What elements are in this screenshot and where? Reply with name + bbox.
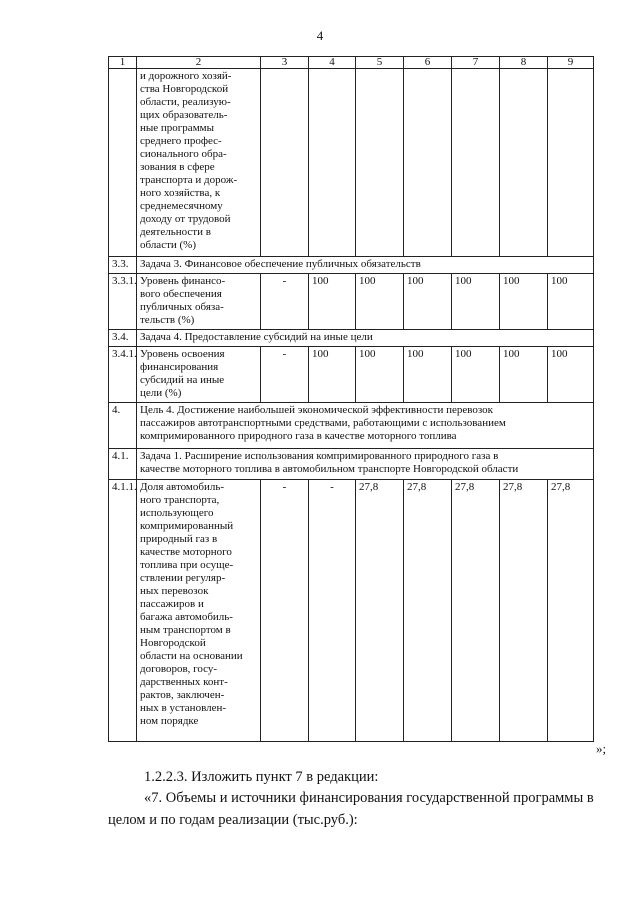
indicator-value: 100 [548,274,594,330]
column-header: 4 [309,57,356,69]
column-header: 2 [137,57,261,69]
table-row [109,449,594,480]
indicator-value: 100 [309,274,356,330]
indicator-value: 100 [500,347,548,403]
indicator-value: - [309,480,356,742]
table-row [109,69,594,257]
row-number: 3.3.1. [109,274,137,330]
indicator-value: 100 [548,347,594,403]
indicator-value: 27,8 [404,480,452,742]
indicator-value: - [261,480,309,742]
row-number: 4.1.1. [109,480,137,742]
column-header: 7 [452,57,500,69]
table-header-row [109,57,594,69]
indicator-value: 27,8 [452,480,500,742]
section-heading: Цель 4. Достижение наибольшей экономической эффективности перевозок пассажиров автотранспортными средствами, работающими с использованием компримированного природного газа в качестве моторного топлива [137,403,594,449]
indicator-value: - [261,347,309,403]
column-header: 5 [356,57,404,69]
indicator-name: Уровень финансо- вого обеспечения публичных обяза- тельств (%) [137,274,261,330]
indicator-value: 100 [500,274,548,330]
section-heading: Задача 4. Предоставление субсидий на иные цели [137,330,594,347]
indicator-value [500,69,548,257]
indicator-value [548,69,594,257]
row-number: 4. [109,403,137,449]
indicator-value: 100 [356,347,404,403]
column-header: 3 [261,57,309,69]
indicator-value: 27,8 [356,480,404,742]
indicator-value [356,69,404,257]
row-number: 3.4. [109,330,137,347]
row-number: 3.3. [109,257,137,274]
page-number: 4 [316,28,324,43]
indicator-value: 100 [404,274,452,330]
indicator-name: и дорожного хозяй- ства Новгородской области, реализую- щих образователь- ные программы среднего профес- сионального обра- зования в сфере транспорта и дорож- ного хозяйства, к среднемесячному доходу от трудовой деятельности в области (%) [137,69,261,257]
indicator-name: Уровень освоения финансирования субсидий на иные цели (%) [137,347,261,403]
section-heading: Задача 1. Расширение использования компримированного природного газа в качестве моторного топлива в автомобильном транспорте Новгородской области [137,449,594,480]
section-heading: Задача 3. Финансовое обеспечение публичных обязательств [137,257,594,274]
table-row [109,274,594,330]
indicators-table [108,56,594,742]
indicator-value: 100 [309,347,356,403]
indicator-value [404,69,452,257]
table-row [109,480,594,742]
column-header: 9 [548,57,594,69]
funding-paragraph: «7. Объемы и источники финансирования государственной программы в целом и по годам реализации (тыс.руб.): [108,790,594,828]
table-row [109,257,594,274]
indicator-value [309,69,356,257]
indicator-value: - [261,274,309,330]
indicator-value: 27,8 [500,480,548,742]
row-number: 3.4.1. [109,347,137,403]
column-header: 8 [500,57,548,69]
column-header: 6 [404,57,452,69]
table-row [109,330,594,347]
indicator-name: Доля автомобиль- ного транспорта, использующего компримированный природный газ в качестве моторного топлива при осуще- ствлении регуляр- ных перевозок пассажиров и багажа автомобиль- ным транспортом в Новгородской области на основании договоров, госу- дарственных конт- рактов, заключен- ных в установлен- ном порядке [137,480,261,742]
row-number: 4.1. [109,449,137,480]
table-row [109,403,594,449]
indicator-value: 100 [452,347,500,403]
indicator-value: 27,8 [548,480,594,742]
closing-quote-mark: »; [596,741,607,756]
column-header: 1 [109,57,137,69]
indicator-value: 100 [452,274,500,330]
amendment-paragraph: 1.2.2.3. Изложить пункт 7 в редакции: [144,769,379,785]
indicator-value: 100 [404,347,452,403]
table-row [109,347,594,403]
indicator-value [261,69,309,257]
indicator-value [452,69,500,257]
row-number [109,69,137,257]
indicator-value: 100 [356,274,404,330]
